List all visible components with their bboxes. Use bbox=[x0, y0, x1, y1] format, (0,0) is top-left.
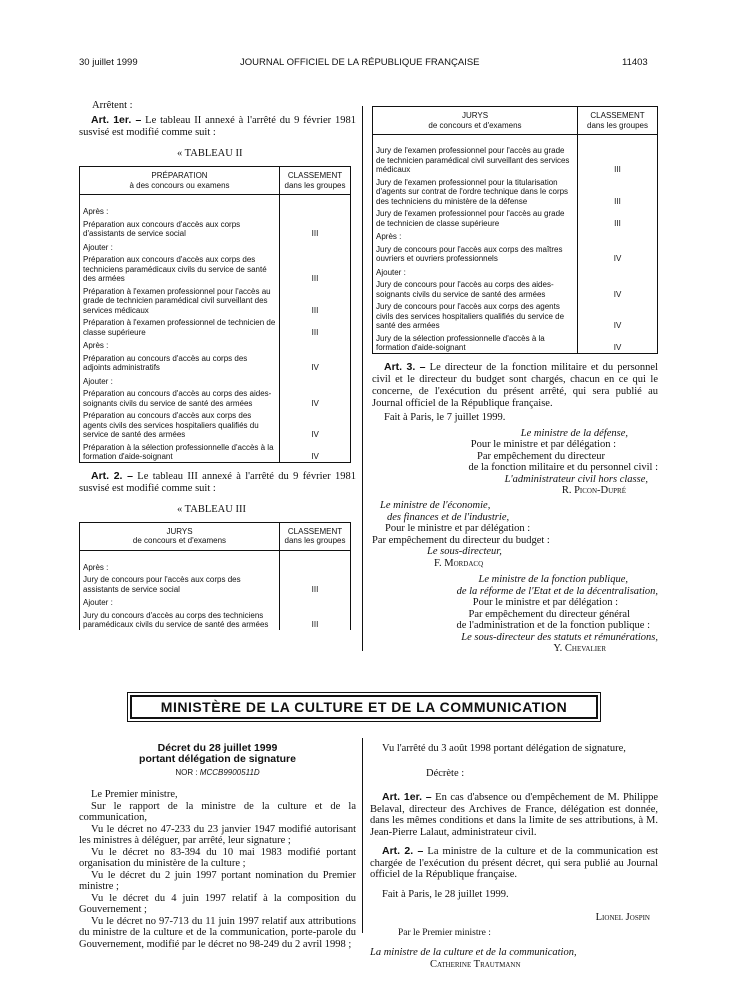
row-label: Jury de la sélection professionnelle d'accès à la formation d'aide-soignant bbox=[376, 333, 545, 352]
decree-column-divider bbox=[362, 738, 363, 933]
row-label: Jury de l'examen professionnel pour la titularisation d'agents sur contrat de l'ordre technique dans le corps des techniciens du ministère de la défense bbox=[376, 177, 569, 206]
ministry-title: MINISTÈRE DE LA CULTURE ET DE LA COMMUNICATION bbox=[130, 695, 598, 719]
row-group-value: IV bbox=[311, 452, 319, 461]
table-row bbox=[80, 440, 351, 463]
sig1-line3: de la fonction militaire et du personnel civil : bbox=[468, 462, 658, 473]
row-group-value: III bbox=[311, 584, 319, 594]
row-group-value: III bbox=[614, 196, 621, 206]
sig2-line3: Le sous-directeur, bbox=[427, 546, 502, 557]
row-label: Jury du concours d'accès au corps des techniciens paramédicaux civils du service de santé des armées bbox=[83, 610, 269, 629]
table-row bbox=[373, 206, 658, 228]
row-group-value: IV bbox=[311, 398, 319, 408]
tableau-ii-head-left bbox=[80, 167, 280, 195]
tableau3-title: « TABLEAU III bbox=[177, 503, 246, 515]
row-label: Préparation au concours d'accès aux corps des agents civils des services hospitaliers qualifiés du service de santé des armées bbox=[83, 411, 259, 439]
row-label: Préparation au concours d'accès au corps des aides-soignants civils du service de santé des armées bbox=[83, 389, 272, 408]
tableau-iii-head-left bbox=[80, 522, 280, 550]
table-row bbox=[80, 284, 351, 316]
table-row bbox=[80, 572, 351, 594]
table-row bbox=[80, 203, 351, 217]
nor-code: MCCB9900511D bbox=[199, 768, 260, 777]
sig1-line1: Pour le ministre et par délégation : bbox=[470, 439, 616, 450]
pm-name: Lionel Jospin bbox=[595, 912, 650, 923]
tableau-iii-cont-head-left bbox=[373, 107, 578, 135]
table-spacer-row bbox=[80, 195, 351, 204]
par-premier-ministre: Par le Premier ministre : bbox=[398, 927, 491, 938]
decree-vu-arrete: Vu l'arrêté du 3 août 1998 portant délégation de signature, bbox=[382, 743, 626, 754]
table-row bbox=[373, 175, 658, 207]
right-column bbox=[372, 106, 658, 497]
head-sublabel: à des concours ou examens bbox=[129, 180, 230, 190]
art1 bbox=[79, 114, 356, 139]
table-row bbox=[80, 559, 351, 573]
sig2-line1: Pour le ministre et par délégation : bbox=[385, 523, 531, 534]
row-label: Ajouter : bbox=[83, 598, 113, 607]
row-group-value: IV bbox=[613, 343, 622, 352]
head-label: JURYS bbox=[166, 526, 193, 536]
row-label: Préparation à la sélection professionnelle d'accès à la formation d'aide-soignant bbox=[83, 442, 274, 461]
row-group-value: IV bbox=[311, 430, 319, 439]
row-label: Après : bbox=[376, 232, 402, 241]
table-row bbox=[373, 228, 658, 242]
row-group-value: III bbox=[614, 218, 621, 228]
visa-paragraph: Vu le décret no 97-713 du 11 juin 1997 relatif aux attributions du ministre de la culture et de la communication, porte-parole du Gouvernement, modifié par le décret no 98-249 du 2 avril 1998 ; bbox=[79, 915, 356, 950]
sig1-line4: L'administrateur civil hors classe, bbox=[504, 473, 648, 485]
row-group-value: III bbox=[311, 274, 319, 283]
row-group-value: IV bbox=[311, 363, 319, 372]
decree-visas bbox=[79, 789, 356, 950]
header-date: 30 juillet 1999 bbox=[79, 57, 138, 68]
head-sublabel: dans les groupes bbox=[284, 180, 346, 190]
row-label: Préparation aux concours d'accès aux corps d'assistants de service social bbox=[83, 219, 241, 238]
decree-subtitle: portant délégation de signature bbox=[139, 753, 296, 765]
visa-paragraph: Sur le rapport de la ministre de la culture et de la communication, bbox=[79, 800, 356, 823]
row-label: Préparation aux concours d'accès aux corps des techniciens paramédicaux civils du service de santé des armées bbox=[83, 255, 267, 283]
sig1-line2: Par empêchement du directeur bbox=[477, 450, 605, 462]
head-label: CLASSEMENT bbox=[287, 526, 343, 536]
row-label: Préparation au concours d'accès au corps des adjoints administratifs bbox=[83, 353, 248, 372]
sig2-title1: Le ministre de l'économie, bbox=[380, 500, 491, 511]
row-group-value: III bbox=[311, 229, 319, 238]
table-row bbox=[373, 264, 658, 278]
decree-art2-label: Art. 2. – bbox=[382, 845, 424, 857]
art2-text: Le tableau III annexé à l'arrêté du 9 février 1981 susvisé est modifié comme suit : bbox=[79, 470, 357, 494]
row-label: Après : bbox=[83, 562, 109, 572]
art1-text: Le tableau II annexé à l'arrêté du 9 février 1981 susvisé est modifié comme suit : bbox=[79, 115, 357, 138]
row-label: Jury de concours pour l'accès au corps des aides-soignants civils du service de santé des armées bbox=[376, 280, 554, 299]
art2-label: Art. 2. – bbox=[91, 469, 133, 482]
table-row bbox=[80, 351, 351, 373]
ministry-banner bbox=[127, 692, 601, 722]
art1-label: Art. 1er. – bbox=[91, 114, 142, 126]
tableau-ii-head-right bbox=[280, 167, 351, 195]
decree-art1-label: Art. 1er. – bbox=[382, 791, 432, 803]
decree-fait: Fait à Paris, le 28 juillet 1999. bbox=[382, 888, 509, 900]
head-label: JURYS bbox=[461, 111, 489, 120]
signature-fonction-publique bbox=[440, 574, 658, 655]
tableau-iii-head-right bbox=[280, 522, 351, 550]
decrete: Décrète : bbox=[426, 767, 465, 779]
sig3-line2: Par empêchement du directeur général bbox=[468, 608, 630, 620]
decree-art1 bbox=[370, 792, 658, 838]
table-row bbox=[80, 239, 351, 253]
table-row bbox=[373, 277, 658, 299]
decree-right-column bbox=[370, 743, 658, 970]
fait-paris-1: Fait à Paris, le 7 juillet 1999. bbox=[384, 411, 506, 423]
tableau-ii bbox=[79, 166, 351, 463]
ministre-culture: La ministre de la culture et de la communication, bbox=[370, 947, 577, 958]
decree-art2 bbox=[370, 846, 658, 881]
row-label: Après : bbox=[83, 341, 109, 350]
visa-paragraph: Vu le décret no 47-233 du 23 janvier 1947 modifié autorisant les ministres à déléguer, par arrêté, leur signature ; bbox=[79, 823, 356, 846]
row-group-value: III bbox=[311, 327, 319, 337]
journal-title: JOURNAL OFFICIEL DE LA RÉPUBLIQUE FRANÇAISE bbox=[240, 57, 480, 68]
visa-paragraph: Vu le décret du 4 juin 1997 relatif à la composition du Gouvernement ; bbox=[79, 892, 356, 915]
head-sublabel: de concours et d'examens bbox=[132, 536, 227, 545]
row-label: Après : bbox=[83, 207, 109, 216]
head-label: CLASSEMENT bbox=[590, 111, 645, 120]
table-row bbox=[80, 608, 351, 630]
row-label: Préparation à l'examen professionnel de technicien de classe supérieure bbox=[83, 318, 276, 337]
left-column bbox=[79, 100, 356, 630]
sig3-name: Y. Chevalier bbox=[553, 643, 606, 654]
row-label: Jury de concours pour l'accès aux corps des maîtres ouvriers et ouvriers professionnels bbox=[376, 244, 563, 263]
tableau2-title: « TABLEAU II bbox=[177, 148, 243, 159]
sig2-name: F. Mordacq bbox=[434, 557, 484, 569]
decree-left-column bbox=[79, 743, 356, 950]
signature-defense bbox=[372, 428, 658, 497]
table-row bbox=[80, 337, 351, 351]
sig3-title2: de la réforme de l'Etat et de la décentralisation, bbox=[456, 585, 658, 597]
table-spacer-row bbox=[373, 135, 658, 144]
table-row bbox=[80, 252, 351, 284]
sig1-name: R. Picon-Dupré bbox=[561, 485, 626, 496]
visa-paragraph: Vu le décret no 83-394 du 10 mai 1983 modifié portant organisation du ministère de la culture ; bbox=[79, 846, 356, 869]
table-row bbox=[373, 299, 658, 331]
art3-label: Art. 3. – bbox=[384, 360, 426, 373]
head-label: CLASSEMENT bbox=[287, 171, 343, 180]
row-group-value: IV bbox=[613, 289, 622, 299]
row-label: Jury de l'examen professionnel pour l'accès au grade de technicien paramédical civil surveillant des services médicaux bbox=[376, 146, 570, 174]
column-divider bbox=[362, 106, 363, 651]
sig2-title2: des finances et de l'industrie, bbox=[387, 511, 510, 523]
decree-title: Décret du 28 juillet 1999 bbox=[157, 742, 278, 754]
visa-paragraph: Vu le décret du 2 juin 1997 portant nomination du Premier ministre ; bbox=[79, 869, 356, 892]
table-row bbox=[80, 386, 351, 408]
art3 bbox=[372, 361, 658, 410]
arretent: Arrêtent : bbox=[92, 100, 133, 111]
page-number: 11403 bbox=[622, 57, 648, 68]
ministre-culture-name: Catherine Trautmann bbox=[430, 958, 521, 970]
row-label: Jury de concours pour l'accès aux corps des agents civils des services hospitaliers qualifiés du service de santé des armées bbox=[376, 302, 565, 330]
decree-nor bbox=[79, 767, 356, 779]
row-label: Préparation à l'examen professionnel pour l'accès au grade de technicien paramédical civil surveillant des services médicaux bbox=[83, 286, 271, 315]
decree-art2-text: La ministre de la culture et de la communication est chargée de l'exécution du présent décret, qui sera publié au Journal officiel de la République française. bbox=[370, 846, 658, 880]
sig3-line4: Le sous-directeur des statuts et rémunérations, bbox=[461, 631, 658, 643]
row-group-value: IV bbox=[613, 254, 622, 263]
visa-paragraph: Le Premier ministre, bbox=[91, 789, 178, 800]
tableau-iii bbox=[79, 522, 351, 630]
table-row bbox=[80, 594, 351, 608]
row-label: Ajouter : bbox=[376, 267, 406, 277]
head-label: PRÉPARATION bbox=[151, 171, 208, 180]
art3-text: Le directeur de la fonction militaire et du personnel civil et le directeur du budget sont chargés, chacun en ce qui le concerne, de l'exécution du présent arrêté, qui sera publié au Journal officiel de la République française. bbox=[372, 361, 659, 409]
art2 bbox=[79, 470, 356, 495]
tableau-iii-cont-head-right bbox=[578, 107, 658, 135]
head-sublabel: de concours et d'examens bbox=[428, 120, 522, 130]
nor-label: NOR : bbox=[175, 768, 198, 777]
table-row bbox=[80, 315, 351, 337]
head-sublabel: dans les groupes bbox=[587, 120, 648, 130]
table-row bbox=[80, 408, 351, 440]
row-label: Jury de l'examen professionnel pour l'accès au grade de technicien de classe supérieure bbox=[376, 209, 565, 228]
sig3-line1: Pour le ministre et par délégation : bbox=[472, 597, 618, 608]
table-row bbox=[373, 331, 658, 354]
row-group-value: III bbox=[311, 620, 319, 629]
row-label: Ajouter : bbox=[83, 242, 113, 252]
sig3-line3: de l'administration et de la fonction publique : bbox=[456, 620, 650, 631]
table-row bbox=[80, 373, 351, 387]
decree-art1-text: En cas d'absence ou d'empêchement de M. Philippe Belaval, directeur des Archives de France, délégation est donnée, dans les mêmes conditions et dans la limite de ses attributions, à M. Jean-Pierre Lalaut, administrateur civil. bbox=[370, 792, 658, 838]
signature-economie bbox=[372, 500, 612, 569]
tableau-iii-continued bbox=[372, 106, 658, 354]
row-group-value: III bbox=[311, 305, 319, 315]
table-row bbox=[373, 242, 658, 264]
head-sublabel: dans les groupes bbox=[284, 536, 346, 545]
sig1-title: Le ministre de la défense, bbox=[520, 427, 628, 439]
sig3-title1: Le ministre de la fonction publique, bbox=[478, 574, 628, 585]
row-group-value: IV bbox=[613, 321, 622, 330]
sig2-line2: Par empêchement du directeur du budget : bbox=[372, 534, 550, 546]
table-row bbox=[80, 217, 351, 239]
row-label: Jury de concours pour l'accès aux corps des assistants de service social bbox=[83, 575, 241, 594]
table-spacer-row bbox=[80, 550, 351, 559]
row-label: Ajouter : bbox=[83, 376, 113, 386]
row-group-value: III bbox=[614, 165, 621, 174]
table-row bbox=[373, 143, 658, 175]
